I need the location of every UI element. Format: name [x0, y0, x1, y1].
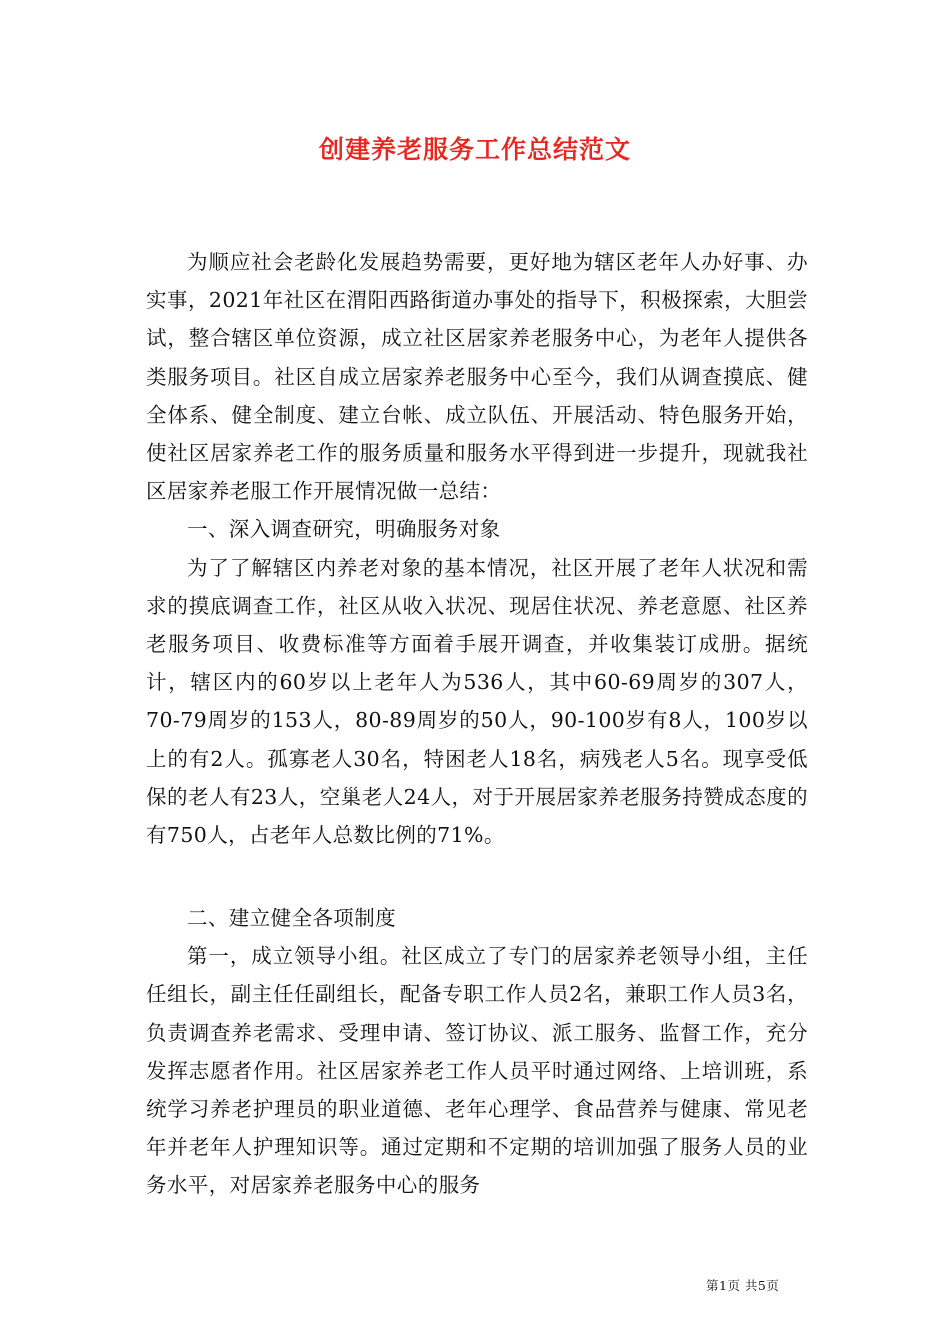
- survey-paragraph: 为了了解辖区内养老对象的基本情况，社区开展了老年人状况和需求的摸底调查工作，社区从收入状况、现居住状况、养老意愿、社区养老服务项目、收费标准等方面着手展开调查，并收集装订成册。据统计，辖区内的60岁以上老年人为536人，其中60-69周岁的307人，70-79周岁的153人，80-89周岁的50人，90-100岁有8人，100岁以上的有2人。孤寡老人30名，特困老人18名，病残老人5名。现享受低保的老人有23人，空巢老人24人，对于开展居家养老服务持赞成态度的有750人，占老年人总数比例的71%。: [146, 555, 808, 848]
- section-heading-1: 一、深入调查研究，明确服务对象: [187, 517, 501, 542]
- document-title: 创建养老服务工作总结范文: [318, 135, 631, 164]
- section-heading-2: 二、建立健全各项制度: [187, 906, 396, 930]
- leadership-paragraph: 第一，成立领导小组。社区成立了专门的居家养老领导小组，主任任组长，副主任任副组长，配备专职工作人员2名，兼职工作人员3名，负责调查养老需求、受理申请、签订协议、派工服务、监督工作，充分发挥志愿者作用。社区居家养老工作人员平时通过网络、上培训班，系统学习养老护理员的职业道德、老年心理学、食品营养与健康、常见老年并老年人护理知识等。通过定期和不定期的培训加强了服务人员的业务水平，对居家养老服务中心的服务: [146, 944, 808, 1198]
- document-body-section-2: [146, 899, 808, 1205]
- document-body-section-1: [146, 243, 808, 854]
- page-number-footer: 第1页 共5页: [706, 1278, 780, 1293]
- intro-paragraph: 为顺应社会老龄化发展趋势需要，更好地为辖区老年人办好事、办实事，2021年社区在渭阳西路街道办事处的指导下，积极探索，大胆尝试，整合辖区单位资源，成立社区居家养老服务中心，为老年人提供各类服务项目。社区自成立居家养老服务中心至今，我们从调查摸底、健全体系、健全制度、建立台帐、成立队伍、开展活动、特色服务开始，使社区居家养老工作的服务质量和服务水平得到进一步提升，现就我社区居家养老服工作开展情况做一总结：: [146, 250, 808, 504]
